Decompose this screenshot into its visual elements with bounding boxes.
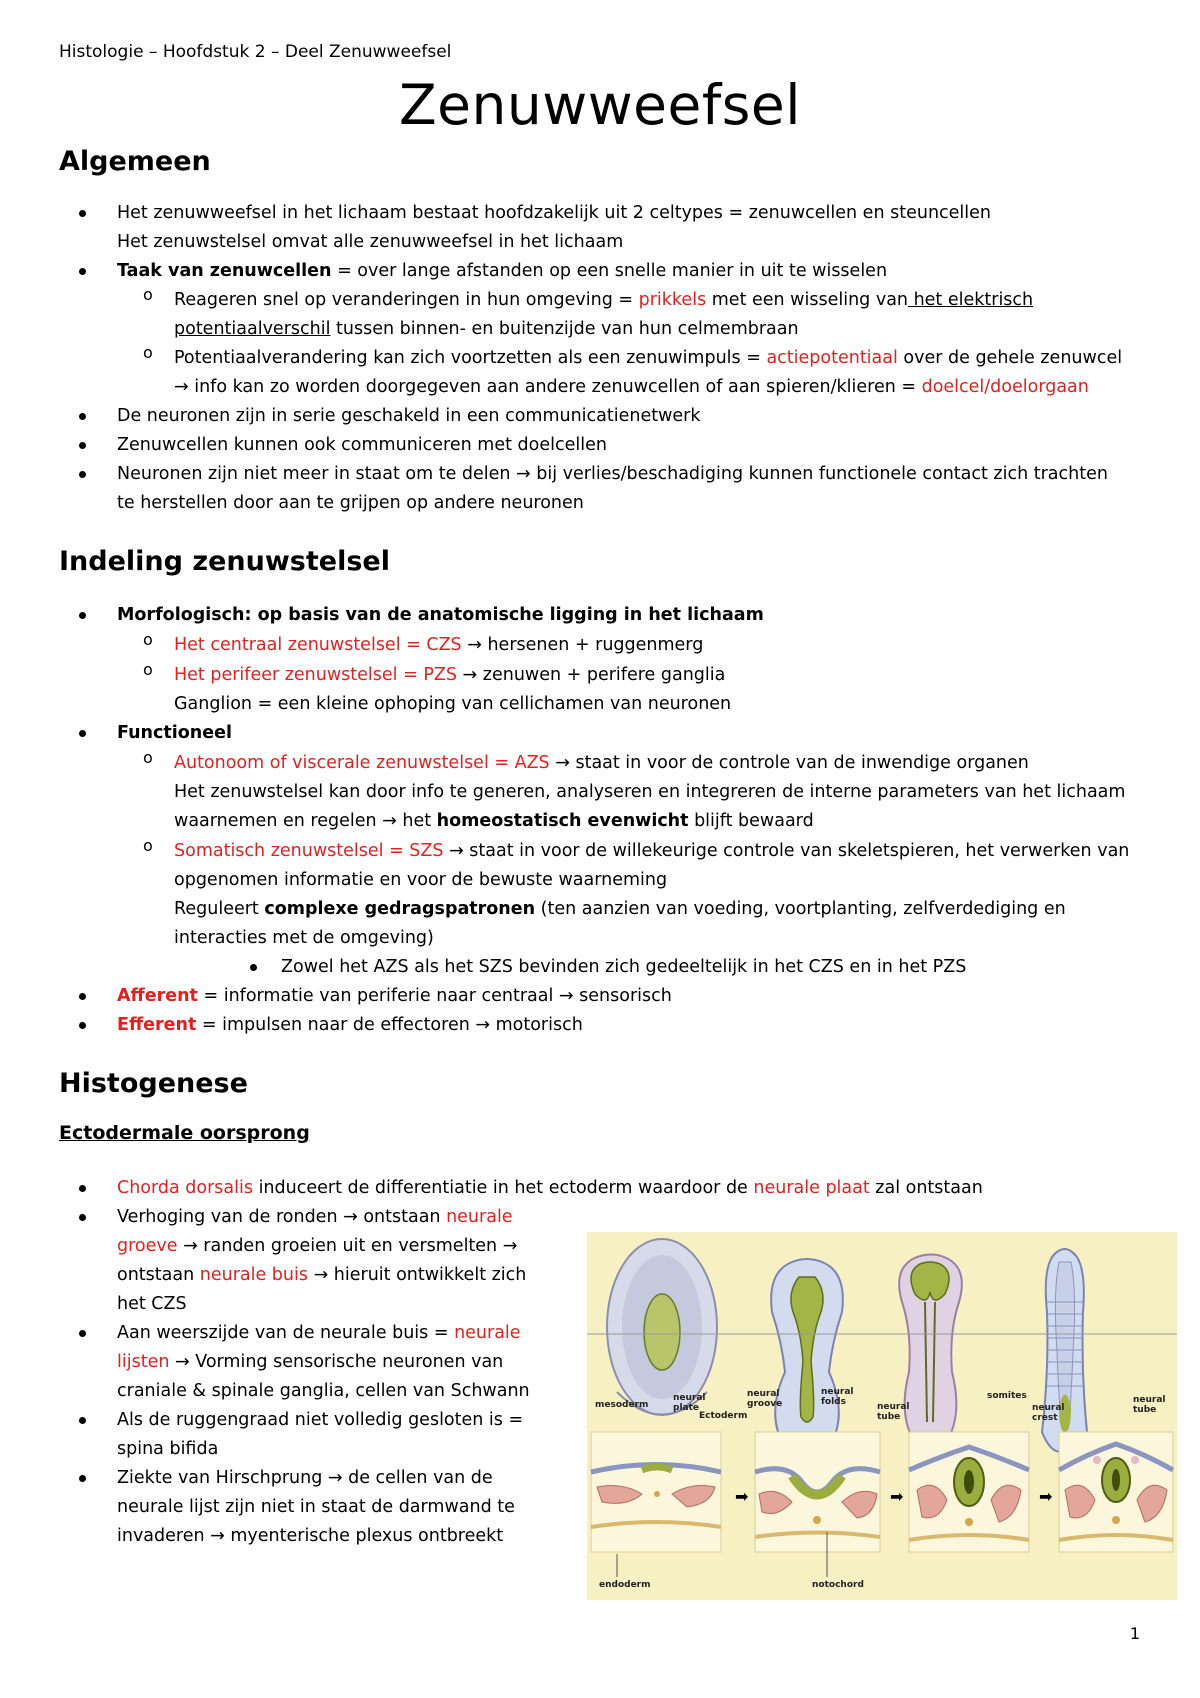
list-item: Chorda dorsalis induceert de differentiatie in het ectoderm waardoor de neurale plaat zal ontstaan <box>117 1178 983 1198</box>
bullet-icon <box>79 1214 86 1221</box>
sub-bullet-icon: o <box>143 836 153 855</box>
sub-bullet-icon: o <box>143 630 153 649</box>
sub-list-item: Reageren snel op veranderingen in hun omgeving = prikkels met een wisseling van het elektrisch <box>174 290 1034 310</box>
bullet-icon <box>79 442 86 449</box>
figure-label: neural <box>747 1389 780 1399</box>
list-item: Als de ruggengraad niet volledig gesloten is = <box>117 1410 524 1430</box>
figure-label: groove <box>747 1399 783 1409</box>
sub-list-item-continuation: potentiaalverschil tussen binnen- en buitenzijde van hun celmembraan <box>174 319 799 339</box>
figure-label: neural <box>821 1387 854 1397</box>
figure-label: plate <box>673 1403 700 1413</box>
arrow-icon: ➡ <box>890 1487 904 1506</box>
figure-label: crest <box>1032 1413 1058 1423</box>
sub-list-item-continuation: Ganglion = een kleine ophoping van cellichamen van neuronen <box>174 694 732 714</box>
sub-list-item-continuation: opgenomen informatie en voor de bewuste waarneming <box>174 870 668 890</box>
list-item: Het zenuwweefsel in het lichaam bestaat hoofdzakelijk uit 2 celtypes = zenuwcellen en steuncellen <box>117 203 992 223</box>
bullet-icon <box>79 471 86 478</box>
sub-bullet-icon: o <box>143 748 153 767</box>
bullet-icon <box>250 964 256 971</box>
list-item: Ziekte van Hirschprung → de cellen van de <box>117 1468 493 1488</box>
bullet-icon <box>79 1022 86 1029</box>
figure-label: mesoderm <box>595 1400 649 1410</box>
figure-label: tube <box>1133 1405 1157 1415</box>
cross-section-2 <box>755 1432 880 1552</box>
sub-list-item: Somatisch zenuwstelsel = SZS → staat in voor de willekeurige controle van skeletspieren, het verwerken van <box>174 841 1130 861</box>
embryo-stage-3 <box>899 1255 962 1448</box>
list-item: De neuronen zijn in serie geschakeld in een communicatienetwerk <box>117 406 701 426</box>
sub-list-item-continuation: interacties met de omgeving) <box>174 928 434 948</box>
bullet-icon <box>79 1475 86 1482</box>
sub-bullet-icon: o <box>143 285 153 304</box>
figure-label: neural <box>673 1393 706 1403</box>
figure-label: neural <box>1032 1403 1065 1413</box>
arrow-icon: ➡ <box>735 1487 749 1506</box>
sub-list-item-continuation: waarnemen en regelen → het homeostatisch evenwicht blijft bewaard <box>174 811 814 831</box>
list-item: Aan weerszijde van de neurale buis = neurale <box>117 1323 521 1343</box>
figure-label: notochord <box>812 1580 864 1590</box>
list-item-continuation: invaderen → myenterische plexus ontbreekt <box>117 1526 504 1546</box>
list-item-continuation: het CZS <box>117 1294 187 1314</box>
list-item: Zenuwcellen kunnen ook communiceren met doelcellen <box>117 435 607 455</box>
sub-list-item: Het centraal zenuwstelsel = CZS → hersenen + ruggenmerg <box>174 635 704 655</box>
list-item: Afferent = informatie van periferie naar centraal → sensorisch <box>117 986 672 1006</box>
page-title: Zenuwweefsel <box>398 73 801 137</box>
bullet-icon <box>79 210 86 217</box>
cross-section-4 <box>1059 1432 1173 1552</box>
bullet-icon <box>79 993 86 1000</box>
neural-development-figure <box>587 1232 1177 1600</box>
list-item: Verhoging van de ronden → ontstaan neurale <box>117 1207 513 1227</box>
list-item-continuation: spina bifida <box>117 1439 219 1459</box>
bullet-icon <box>79 612 86 619</box>
list-item-continuation: te herstellen door aan te grijpen op andere neuronen <box>117 493 584 513</box>
list-item: Neuronen zijn niet meer in staat om te delen → bij verlies/beschadiging kunnen functionele contact zich trachten <box>117 464 1108 484</box>
section-heading-histogenese: Histogenese <box>59 1068 248 1099</box>
embryo-stage-1 <box>607 1239 717 1415</box>
section-heading-indeling: Indeling zenuwstelsel <box>59 546 390 577</box>
cross-section-3 <box>909 1432 1029 1552</box>
list-item: Efferent = impulsen naar de effectoren → motorisch <box>117 1015 583 1035</box>
sub-list-item-continuation: Het zenuwstelsel kan door info te generen, analyseren en integreren de interne parameters van het lichaam <box>174 782 1126 802</box>
list-item-continuation: neurale lijst zijn niet in staat de darmwand te <box>117 1497 515 1517</box>
figure-label: somites <box>987 1391 1027 1401</box>
arrow-icon: ➡ <box>1039 1487 1053 1506</box>
list-item-continuation: ontstaan neurale buis → hieruit ontwikkelt zich <box>117 1265 527 1285</box>
figure-label: neural <box>877 1402 910 1412</box>
bullet-icon <box>79 268 86 275</box>
sub-list-item: Potentiaalverandering kan zich voortzetten als een zenuwimpuls = actiepotentiaal over de gehele zenuwcel <box>174 348 1123 368</box>
bullet-icon <box>79 413 86 420</box>
section-heading-algemeen: Algemeen <box>59 146 211 177</box>
sub-bullet-icon: o <box>143 343 153 362</box>
bullet-icon <box>79 1330 86 1337</box>
cross-section-1 <box>591 1432 721 1552</box>
page-header: Histologie – Hoofdstuk 2 – Deel Zenuwweefsel <box>59 42 452 62</box>
list-item: Taak van zenuwcellen = over lange afstanden op een snelle manier in uit te wisselen <box>117 261 888 281</box>
sub-heading-ectodermale: Ectodermale oorsprong <box>59 1122 310 1144</box>
figure-label: endoderm <box>599 1580 651 1590</box>
figure-label: folds <box>821 1397 846 1407</box>
figure-label: Ectoderm <box>699 1411 748 1421</box>
list-item-continuation: Het zenuwstelsel omvat alle zenuwweefsel in het lichaam <box>117 232 624 252</box>
bullet-icon <box>79 1185 86 1192</box>
sub-list-item-continuation: Reguleert complexe gedragspatronen (ten aanzien van voeding, voortplanting, zelfverdediging en <box>174 899 1066 919</box>
figure-label: tube <box>877 1412 901 1422</box>
sub-sub-list-item: Zowel het AZS als het SZS bevinden zich gedeeltelijk in het CZS en in het PZS <box>281 957 967 977</box>
bullet-icon <box>79 1417 86 1424</box>
embryo-stage-2 <box>771 1259 843 1452</box>
neural-development-illustration <box>587 1232 1177 1600</box>
list-item-continuation: groeve → randen groeien uit en versmelten → <box>117 1236 518 1256</box>
list-item: Morfologisch: op basis van de anatomische ligging in het lichaam <box>117 605 764 625</box>
sub-list-item: Autonoom of viscerale zenuwstelsel = AZS → staat in voor de controle van de inwendige organen <box>174 753 1029 773</box>
page-number: 1 <box>1129 1624 1140 1643</box>
list-item: Functioneel <box>117 723 232 743</box>
list-item-continuation: lijsten → Vorming sensorische neuronen van <box>117 1352 504 1372</box>
bullet-icon <box>79 730 86 737</box>
list-item-continuation: craniale & spinale ganglia, cellen van Schwann <box>117 1381 530 1401</box>
sub-list-item: Het perifeer zenuwstelsel = PZS → zenuwen + perifere ganglia <box>174 665 726 685</box>
sub-list-item-continuation: → info kan zo worden doorgegeven aan andere zenuwcellen of aan spieren/klieren = doelcel/doelorgaan <box>174 377 1089 397</box>
sub-bullet-icon: o <box>143 660 153 679</box>
figure-label: neural <box>1133 1395 1166 1405</box>
